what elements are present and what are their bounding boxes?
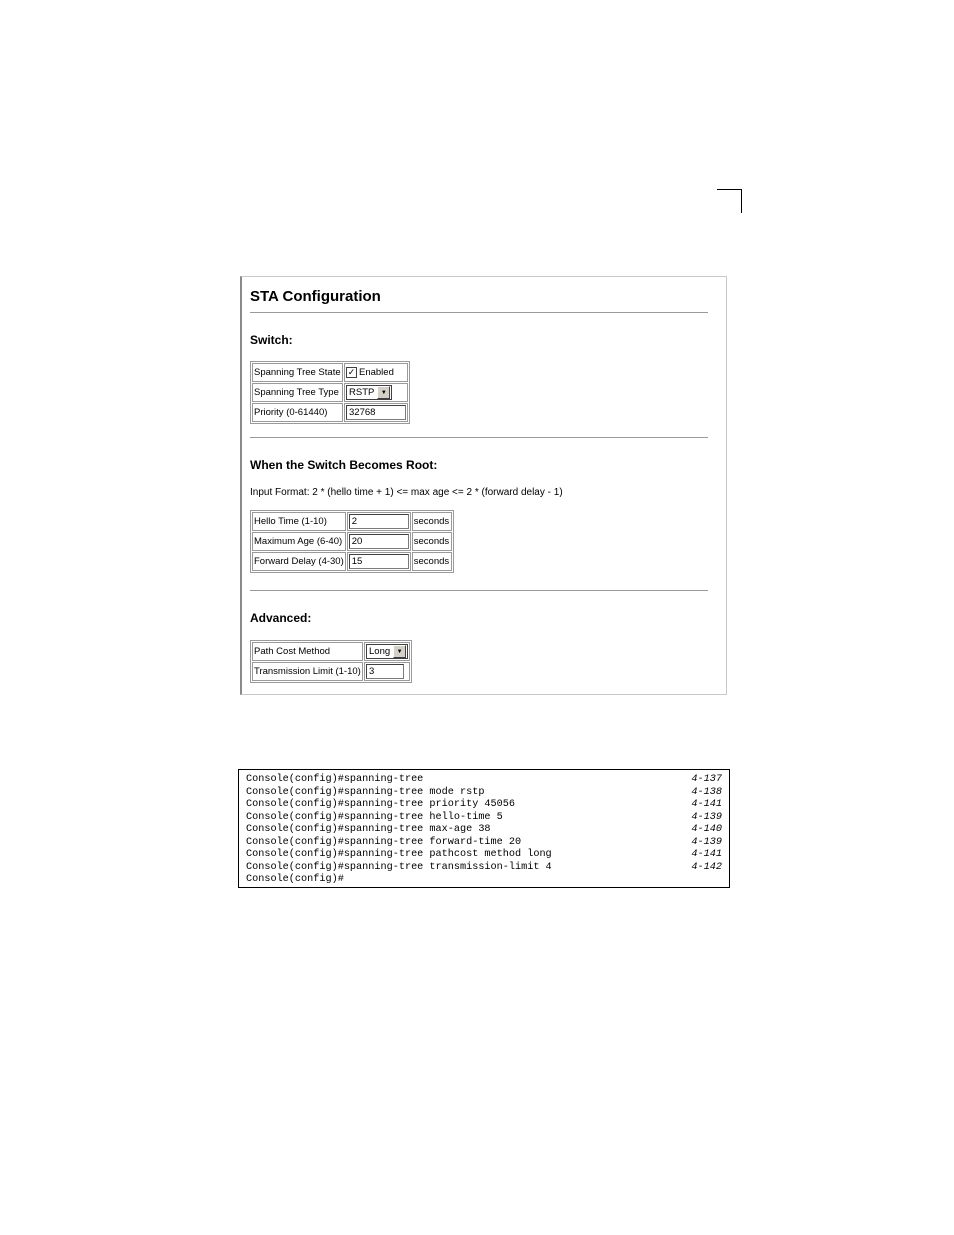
- console-line: [246, 798, 722, 811]
- maximum-age-input[interactable]: 20: [349, 534, 409, 549]
- console-command: Console(config)#spanning-tree mode rstp: [246, 786, 485, 798]
- table-row: [252, 512, 452, 531]
- spanning-tree-state-label: Spanning Tree State: [252, 363, 343, 382]
- console-line: [246, 861, 722, 874]
- forward-delay-unit: seconds: [412, 552, 452, 571]
- forward-delay-label: Forward Delay (4-30): [252, 552, 346, 571]
- page-reference: 4-141: [691, 799, 722, 810]
- console-command: Console(config)#spanning-tree priority 45056: [246, 799, 515, 810]
- maximum-age-unit: seconds: [412, 532, 452, 551]
- page-corner-mark: [717, 189, 742, 213]
- page-title: STA Configuration: [250, 288, 381, 305]
- table-row: [252, 662, 410, 681]
- console-line: [246, 836, 722, 849]
- selected-value: RSTP: [349, 387, 375, 398]
- divider: [250, 590, 708, 591]
- hello-time-unit: seconds: [412, 512, 452, 531]
- table-row: [252, 383, 408, 402]
- console-line: [246, 873, 722, 886]
- maximum-age-cell: [347, 532, 411, 551]
- hello-time-label: Hello Time (1-10): [252, 512, 346, 531]
- table-row: [252, 532, 452, 551]
- console-line: [246, 848, 722, 861]
- page-reference: 4-139: [691, 811, 722, 823]
- sta-configuration-panel: [240, 276, 727, 695]
- maximum-age-label: Maximum Age (6-40): [252, 532, 346, 551]
- page-reference: 4-137: [691, 774, 722, 785]
- console-line: [246, 786, 722, 799]
- console-command: Console(config)#spanning-tree transmission-limit 4: [246, 861, 552, 873]
- priority-input[interactable]: 32768: [346, 405, 406, 420]
- console-line: [246, 811, 722, 824]
- transmission-limit-label: Transmission Limit (1-10): [252, 662, 363, 681]
- transmission-limit-input[interactable]: 3: [366, 664, 404, 679]
- chevron-down-icon[interactable]: ▼: [393, 645, 406, 658]
- page-reference: 4-140: [691, 824, 722, 835]
- chevron-down-icon[interactable]: ▼: [377, 386, 390, 399]
- root-heading: When the Switch Becomes Root:: [250, 458, 438, 472]
- console-command: Console(config)#spanning-tree pathcost method long: [246, 849, 552, 860]
- console-command: Console(config)#spanning-tree: [246, 774, 424, 785]
- transmission-limit-cell: [364, 662, 410, 681]
- path-cost-method-select[interactable]: [366, 644, 408, 659]
- advanced-heading: Advanced:: [250, 611, 312, 625]
- hello-time-input[interactable]: 2: [349, 514, 409, 529]
- switch-heading: Switch:: [250, 333, 293, 347]
- switch-settings-table: [250, 361, 410, 424]
- table-row: [252, 552, 452, 571]
- enabled-label: Enabled: [359, 367, 394, 378]
- selected-value: Long: [369, 646, 391, 657]
- forward-delay-cell: [347, 552, 411, 571]
- page-reference: 4-139: [691, 836, 722, 848]
- divider: [250, 312, 708, 313]
- table-row: [252, 403, 408, 422]
- console-command: Console(config)#spanning-tree max-age 38: [246, 824, 491, 835]
- console-command: Console(config)#spanning-tree forward-time 20: [246, 836, 522, 848]
- hello-time-cell: [347, 512, 411, 531]
- page-reference: 4-142: [691, 861, 722, 873]
- priority-cell: [344, 403, 408, 422]
- path-cost-method-label: Path Cost Method: [252, 642, 363, 661]
- advanced-settings-table: [250, 640, 412, 683]
- priority-label: Priority (0-61440): [252, 403, 343, 422]
- table-row: [252, 642, 410, 661]
- spanning-tree-type-cell: [344, 383, 408, 402]
- spanning-tree-type-select[interactable]: [346, 385, 392, 400]
- console-command: Console(config)#spanning-tree hello-time 5: [246, 811, 503, 823]
- divider: [250, 437, 708, 438]
- page-reference: 4-138: [691, 786, 722, 798]
- forward-delay-input[interactable]: 15: [349, 554, 409, 569]
- root-settings-table: [250, 510, 454, 573]
- spanning-tree-state-cell: [344, 363, 408, 382]
- spanning-tree-type-label: Spanning Tree Type: [252, 383, 343, 402]
- console-line: [246, 773, 722, 786]
- input-format-note: Input Format: 2 * (hello time + 1) <= max age <= 2 * (forward delay - 1): [250, 487, 563, 498]
- cli-console-box: [238, 769, 730, 888]
- path-cost-method-cell: [364, 642, 410, 661]
- spanning-tree-enabled-checkbox[interactable]: ✓: [347, 366, 356, 377]
- table-row: [252, 363, 408, 382]
- console-line: [246, 823, 722, 836]
- console-command: Console(config)#: [246, 874, 344, 885]
- page-reference: 4-141: [691, 849, 722, 860]
